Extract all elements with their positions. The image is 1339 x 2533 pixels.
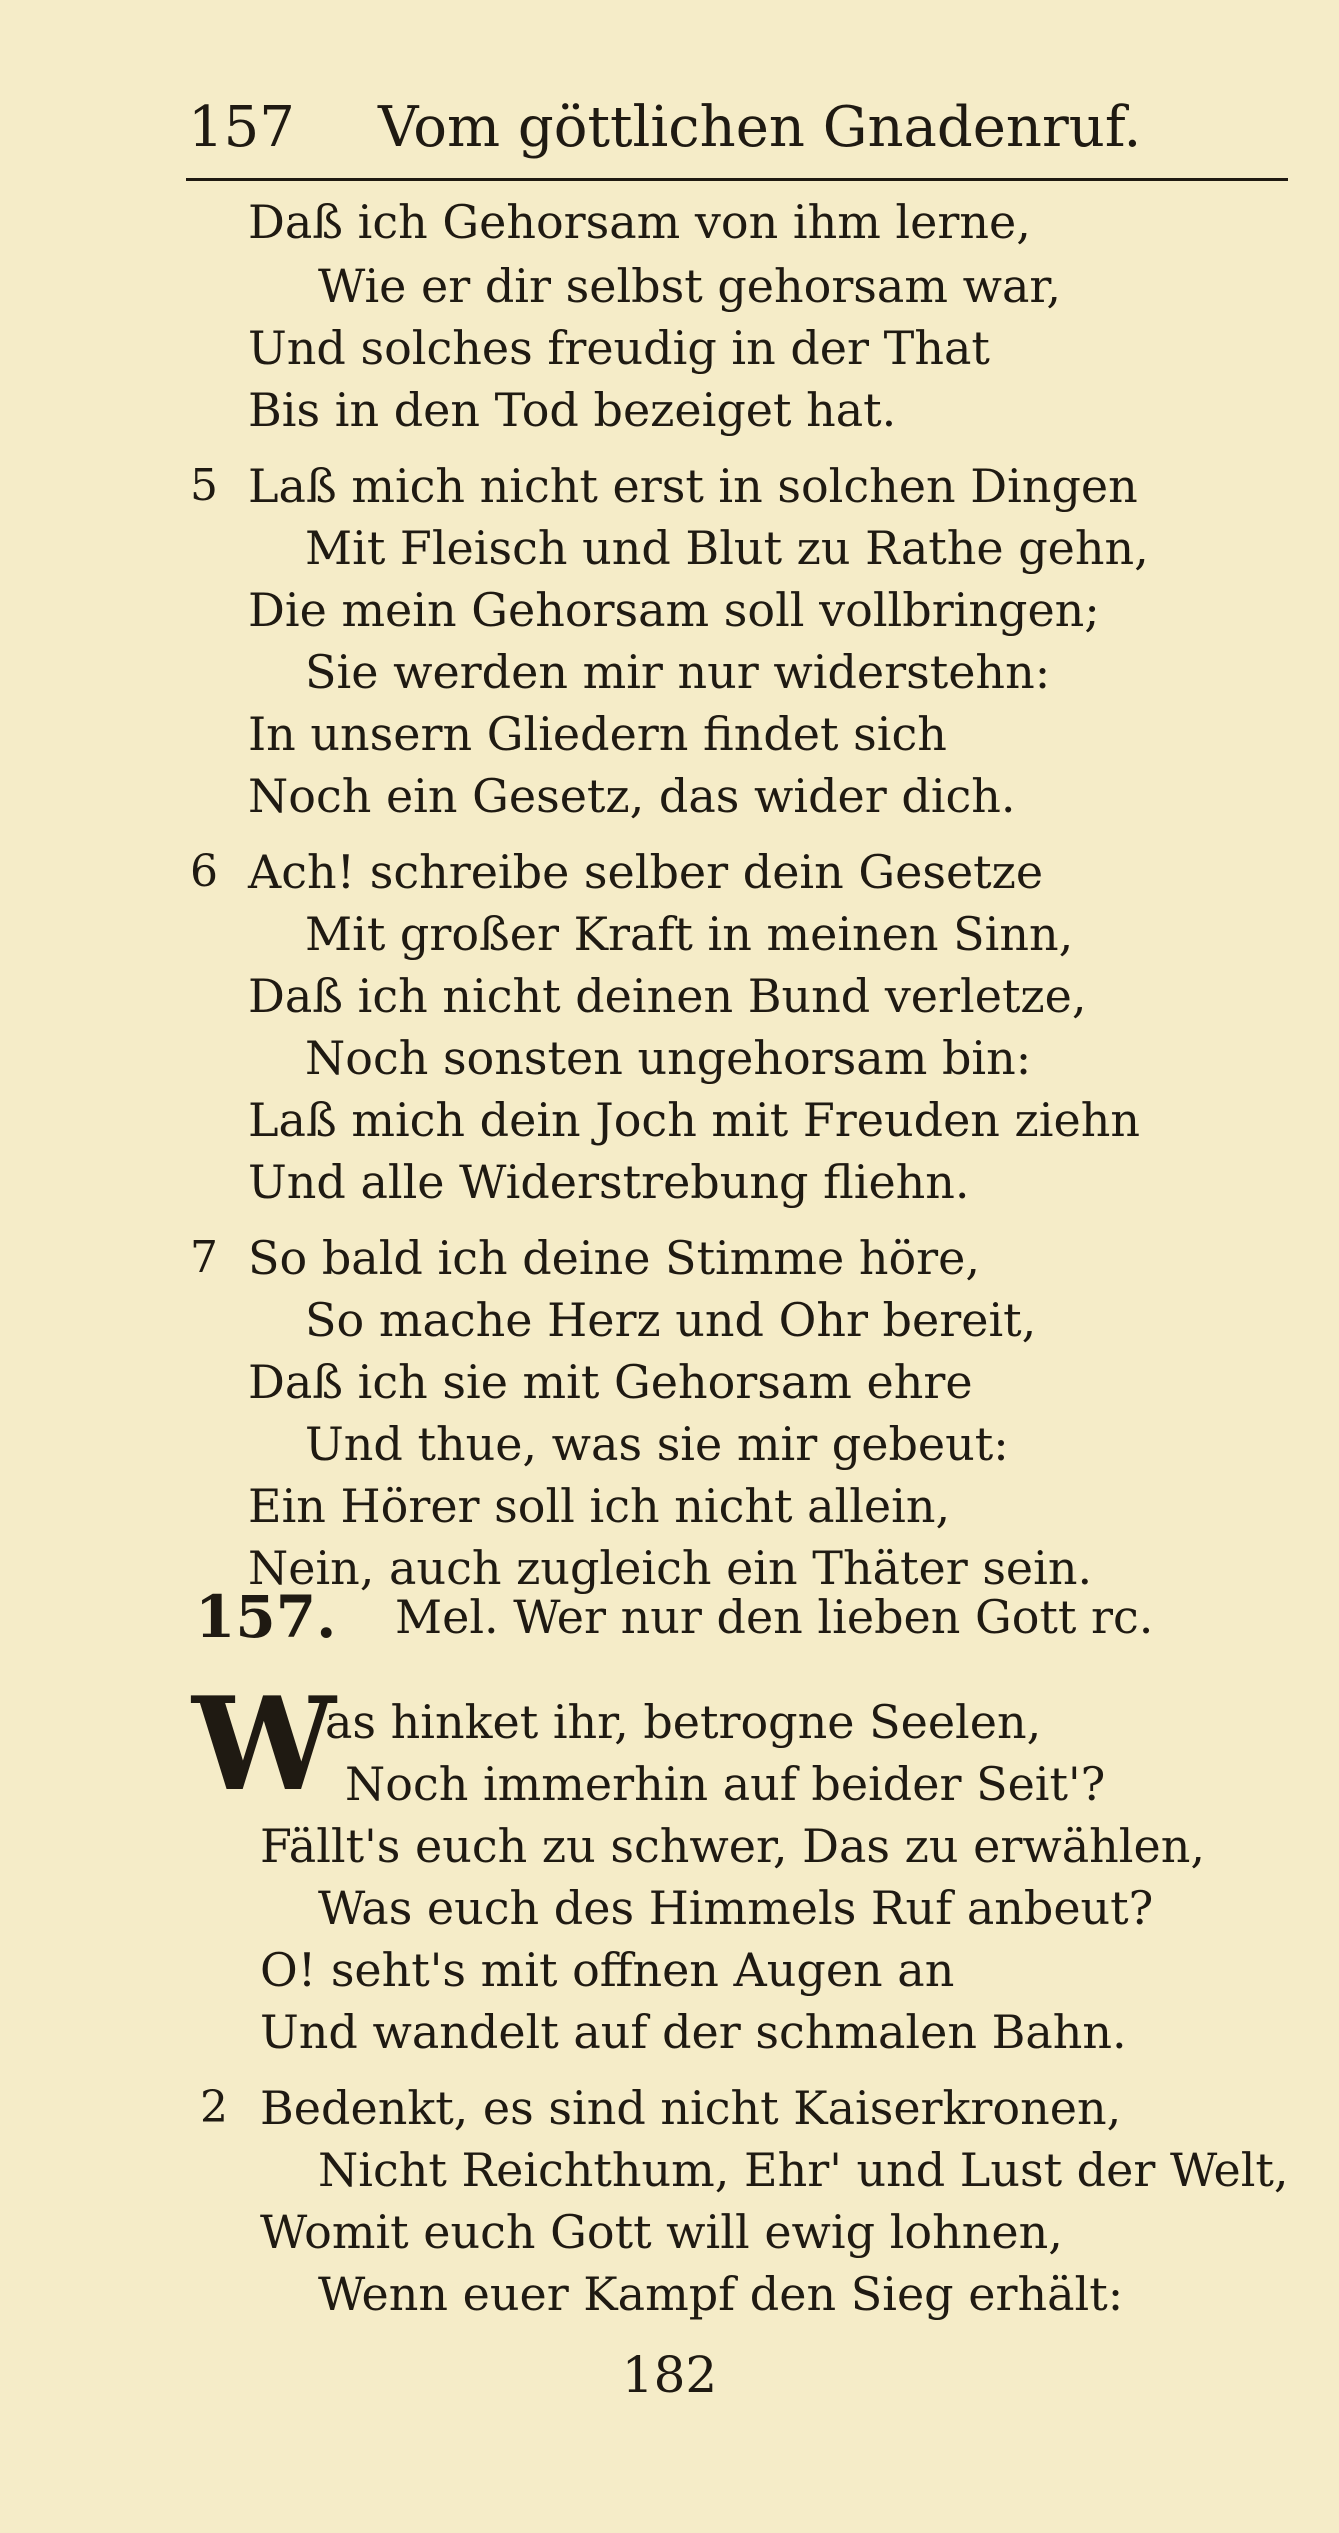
hymn-heading bbox=[195, 1582, 1295, 1652]
verse-line: Und thue, was sie mir gebeut: bbox=[305, 1417, 1009, 1471]
verse-line: as hinket ihr, betrogne Seelen, bbox=[325, 1695, 1042, 1749]
verse-line: Mit großer Kraft in meinen Sinn, bbox=[305, 907, 1074, 961]
verse-number: 7 bbox=[190, 1232, 218, 1283]
verse-line: Bis in den Tod bezeiget hat. bbox=[248, 383, 897, 437]
verse-line: Daß ich nicht deinen Bund verletze, bbox=[248, 969, 1087, 1023]
verse-line: Noch sonsten ungehorsam bin: bbox=[305, 1031, 1032, 1085]
verse-line: Fällt's euch zu schwer, Das zu erwählen, bbox=[260, 1819, 1205, 1873]
verse-line: O! seht's mit offnen Augen an bbox=[260, 1943, 955, 1997]
verse-line: So mache Herz und Ohr bereit, bbox=[305, 1293, 1037, 1347]
verse-line: Daß ich Gehorsam von ihm lerne, bbox=[248, 195, 1031, 249]
verse-line: Womit euch Gott will ewig lohnen, bbox=[260, 2205, 1063, 2259]
verse-line: Nein, auch zugleich ein Thäter sein. bbox=[248, 1541, 1093, 1595]
verse-line: Ein Hörer soll ich nicht allein, bbox=[248, 1479, 951, 1533]
running-header bbox=[188, 88, 1288, 168]
verse-line: Und solches freudig in der That bbox=[248, 321, 990, 375]
verse-line: Was euch des Himmels Ruf anbeut? bbox=[318, 1881, 1154, 1935]
drop-cap: W bbox=[192, 1670, 336, 1820]
verse-line: Laß mich nicht erst in solchen Dingen bbox=[248, 459, 1138, 513]
verse-line: Sie werden mir nur widerstehn: bbox=[305, 645, 1051, 699]
verse-line: Wenn euer Kampf den Sieg erhält: bbox=[318, 2267, 1124, 2321]
footer-page-number: 182 bbox=[621, 2346, 718, 2404]
verse-line: Daß ich sie mit Gehorsam ehre bbox=[248, 1355, 973, 1409]
hymn-number: 157. bbox=[195, 1583, 337, 1651]
header-rule bbox=[186, 178, 1288, 181]
verse-line: Mit Fleisch und Blut zu Rathe gehn, bbox=[305, 521, 1149, 575]
verse-line: Laß mich dein Joch mit Freuden ziehn bbox=[248, 1093, 1140, 1147]
verse-number: 2 bbox=[200, 2082, 228, 2133]
verse-number: 6 bbox=[190, 846, 218, 897]
verse-line: Noch ein Gesetz, das wider dich. bbox=[248, 769, 1016, 823]
verse-line: Bedenkt, es sind nicht Kaiserkronen, bbox=[260, 2081, 1122, 2135]
verse-line: So bald ich deine Stimme höre, bbox=[248, 1231, 981, 1285]
verse-line: Wie er dir selbst gehorsam war, bbox=[318, 259, 1061, 313]
hymn-melody: Mel. Wer nur den lieben Gott rc. bbox=[395, 1590, 1154, 1644]
verse-line: Noch immerhin auf beider Seit'? bbox=[345, 1757, 1106, 1811]
verse-line: Die mein Gehorsam soll vollbringen; bbox=[248, 583, 1100, 637]
header-title: Vom göttlichen Gnadenruf. bbox=[378, 95, 1142, 160]
verse-line: Und wandelt auf der schmalen Bahn. bbox=[260, 2005, 1127, 2059]
verse-line: Und alle Widerstrebung fliehn. bbox=[248, 1155, 970, 1209]
verse-line: Nicht Reichthum, Ehr' und Lust der Welt, bbox=[318, 2143, 1289, 2197]
verse-number: 5 bbox=[190, 460, 218, 511]
verse-line: In unsern Gliedern findet sich bbox=[248, 707, 947, 761]
header-page-number: 157 bbox=[188, 95, 295, 160]
verse-line: Ach! schreibe selber dein Gesetze bbox=[248, 845, 1044, 899]
